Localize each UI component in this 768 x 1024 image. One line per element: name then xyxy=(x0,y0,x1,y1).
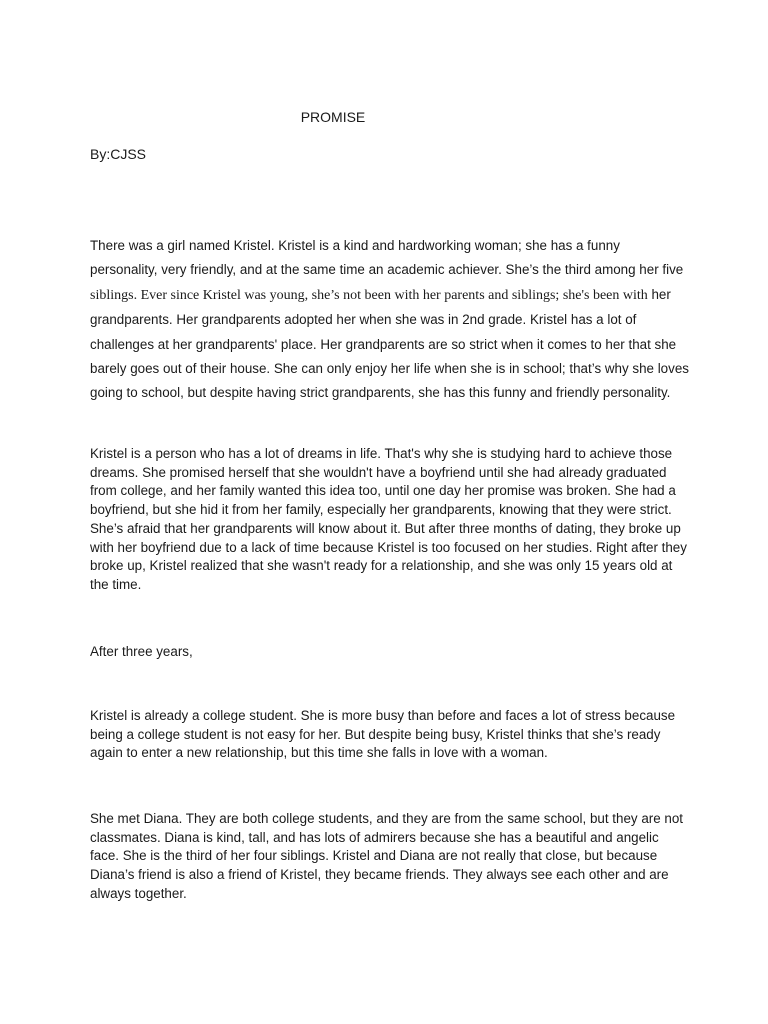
paragraph-1-serif-run: siblings. Ever since Kristel was young, she’s not been with her parents and siblings; she's been with xyxy=(90,287,648,303)
document-title: PROMISE xyxy=(300,109,366,125)
paragraph-3: After three years, xyxy=(90,644,193,659)
paragraph-1-text-end: her grandparents. Her grandparents adopted her when she was in 2nd grade. Kristel has a lot of challenges at her grandparents' place. Her grandparents are so strict when it comes to her that she barely goes out of their house. She can only enjoy her life when she is in school; that’s why she loves going to school, but despite having strict grandparents, she has this funny and friendly personality. xyxy=(90,286,689,401)
paragraph-2: Kristel is a person who has a lot of dreams in life. That's why she is studying hard to achieve those dreams. She promised herself that she wouldn't have a boyfriend until she had already graduated from college, and her family wanted this idea too, until one day her promise was broken. She had a boyfriend, but she hid it from her family, especially her grandparents, knowing that they were strict. She’s afraid that her grandparents will know about it. But after three months of dating, they broke up with her boyfriend due to a lack of time because Kristel is too focused on her studies. Right after they broke up, Kristel realized that she wasn't ready for a relationship, and she was only 15 years old at the time. xyxy=(90,446,687,592)
paragraph-5: She met Diana. They are both college students, and they are from the same school, but they are not classmates. Diana is kind, tall, and has lots of admirers because she has a beautiful and angelic face. She is the third of her four siblings. Kristel and Diana are not really that close, but because Diana’s friend is also a friend of Kristel, they became friends. They always see each other and are always together. xyxy=(90,811,684,901)
paragraph-4: Kristel is already a college student. She is more busy than before and faces a lot of stress because being a college student is not easy for her. But despite being busy, Kristel thinks that she’s ready again to enter a new relationship, but this time she falls in love with a woman. xyxy=(90,708,676,761)
paragraph-1-text-start: There was a girl named Kristel. Kristel is a kind and hardworking woman; she has a funny personality, very friendly, and at the same time an academic achiever. She’s the third among her five xyxy=(90,238,684,278)
author-byline: By:CJSS xyxy=(90,146,147,162)
paragraph-1 xyxy=(90,234,690,406)
